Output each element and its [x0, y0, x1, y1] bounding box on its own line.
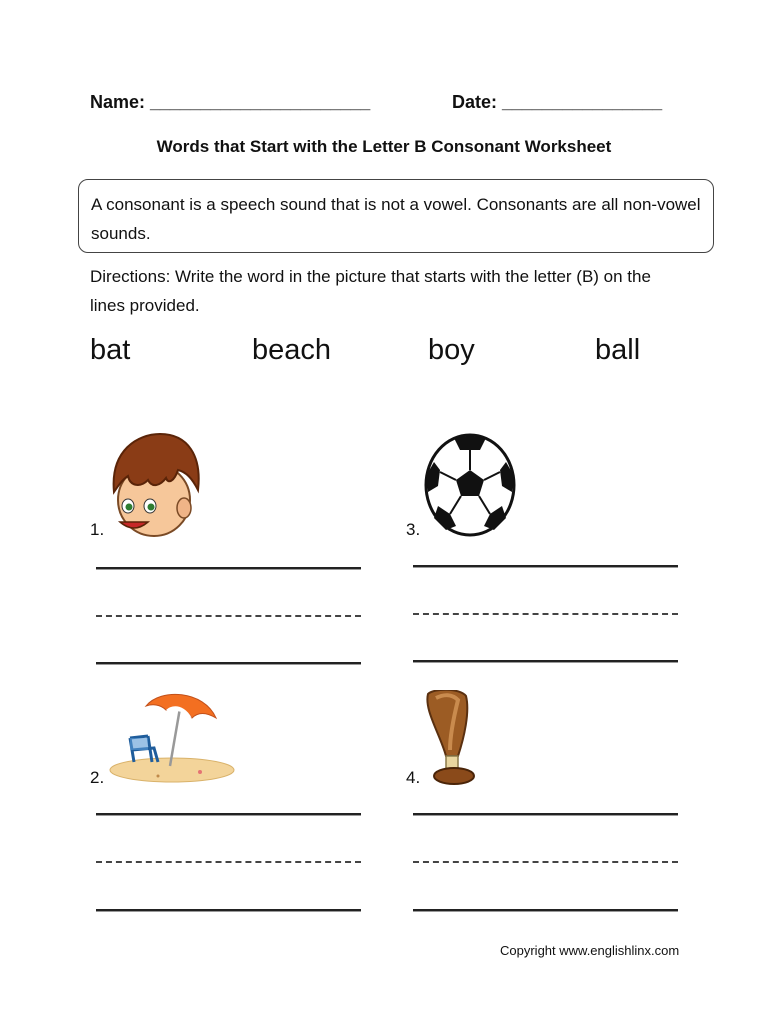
- item-number-3: 3.: [406, 520, 421, 539]
- worksheet-title: Words that Start with the Letter B Consonant Worksheet: [156, 137, 612, 156]
- answer-line-4-bottom[interactable]: [413, 909, 678, 912]
- word-bank-boy: boy: [428, 334, 475, 366]
- item-number-4: 4.: [406, 768, 421, 787]
- answer-line-3-middle[interactable]: [413, 613, 678, 615]
- answer-line-4-middle[interactable]: [413, 861, 678, 863]
- answer-line-2-bottom[interactable]: [96, 909, 361, 912]
- answer-line-4-top[interactable]: [413, 813, 678, 816]
- name-field-label: Name: ______________________: [90, 92, 371, 112]
- answer-line-3-top[interactable]: [413, 565, 678, 568]
- date-field-label: Date: ________________: [452, 92, 663, 112]
- soccer-ball-icon: [424, 432, 518, 538]
- baseball-bat-icon: [420, 690, 482, 786]
- answer-line-1-bottom[interactable]: [96, 662, 361, 665]
- answer-line-2-top[interactable]: [96, 813, 361, 816]
- item-number-2: 2.: [90, 768, 105, 787]
- boy-face-icon: [108, 430, 204, 540]
- answer-line-3-bottom[interactable]: [413, 660, 678, 663]
- beach-umbrella-icon: [108, 690, 236, 786]
- answer-line-1-middle[interactable]: [96, 615, 361, 617]
- directions-text: Directions: Write the word in the picture that starts with the letter (B) on the lines provided.: [90, 267, 651, 315]
- item-number-1: 1.: [90, 520, 105, 539]
- answer-line-1-top[interactable]: [96, 567, 361, 570]
- copyright-footer: Copyright www.englishlinx.com: [500, 943, 680, 958]
- definition-box: [78, 179, 714, 253]
- word-bank-bat: bat: [90, 334, 131, 366]
- word-bank-beach: beach: [252, 334, 332, 366]
- word-bank-ball: ball: [595, 334, 641, 366]
- answer-line-2-middle[interactable]: [96, 861, 361, 863]
- definition-text: A consonant is a speech sound that is not a vowel. Consonants are all non-vowel sounds.: [91, 195, 701, 243]
